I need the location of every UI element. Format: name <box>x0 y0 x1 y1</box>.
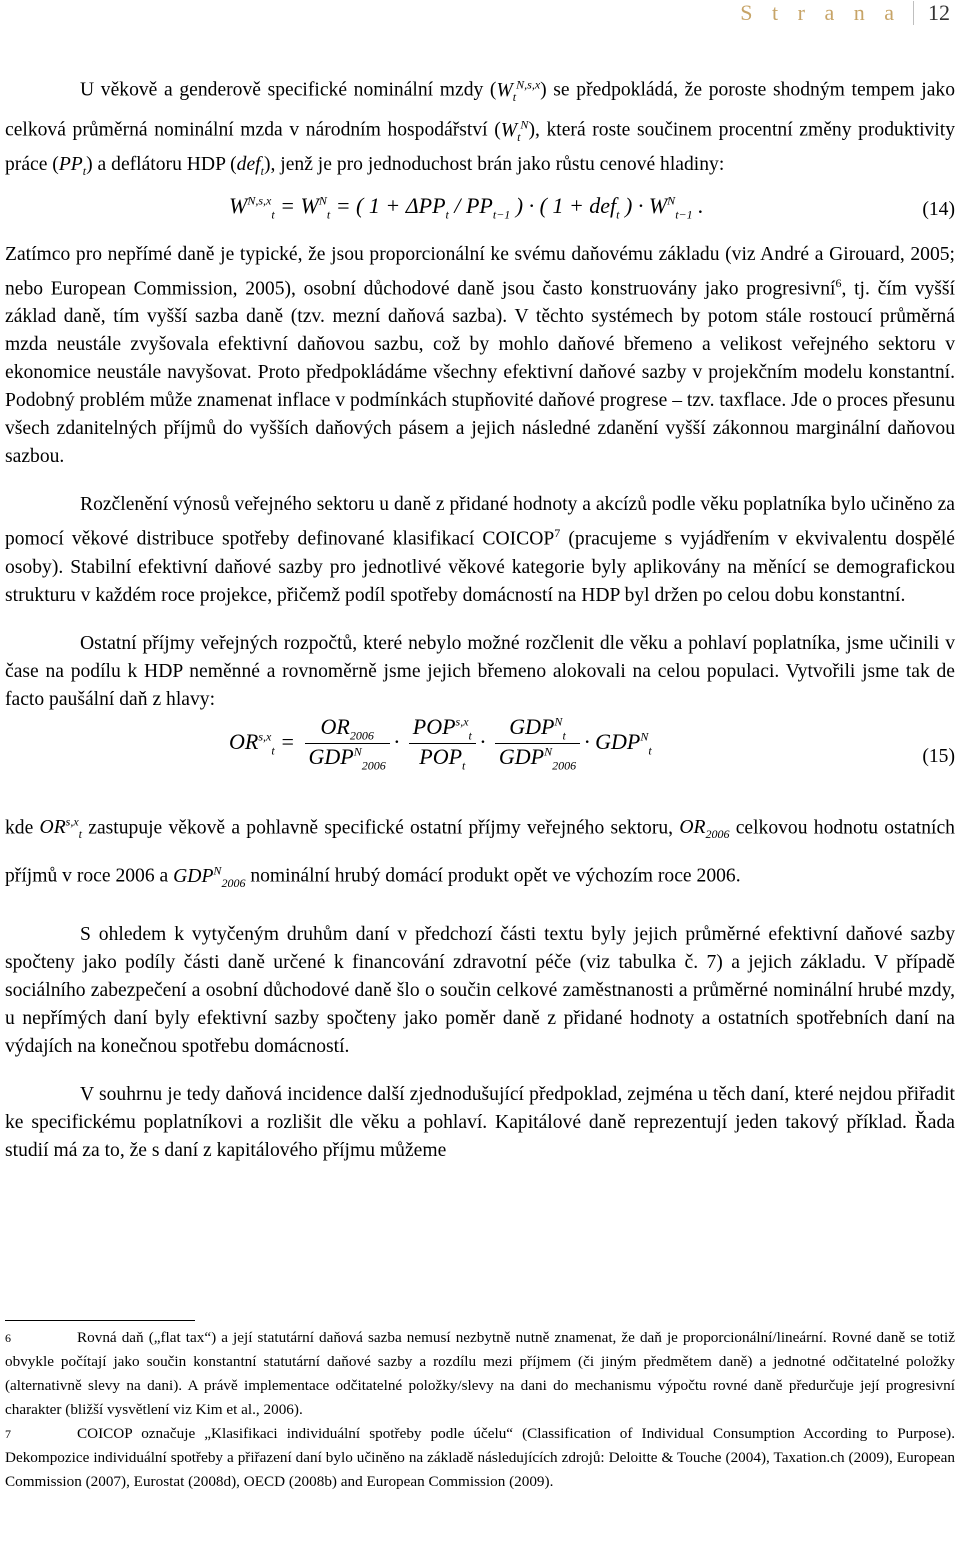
paragraph-incidence: V souhrnu je tedy daňová incidence další zjednodušující předpoklad, zejména u těch daní, které nejdou přiřadit ke specifickému poplatníkovi a rozlišit dle věku a pohlaví. Kapitálové daně reprezentují jeden takový příklad. Řada studií má za to, že s daní z kapitálového příjmu můžeme <box>5 1083 955 1161</box>
symbol-or-2006: $OR_{2006}$ <box>679 817 730 842</box>
footnotes <box>5 1326 955 1494</box>
footnote-separator <box>5 1320 195 1321</box>
para5-text-c: celkovou hodnotu ostatních příjmů v roce 2006 a <box>5 817 955 887</box>
para1-text-d: ) a deflátoru HDP ( <box>86 153 237 175</box>
para3-text-a: Rozčlenění výnosů veřejného sektoru u daně z přidané hodnoty a akcízů podle věku poplatníka bylo učiněno za pomocí věkové distribuce spotřeby definované klasifikací COICOP <box>5 494 955 550</box>
paragraph-effective-rates: S ohledem k vytyčeným druhům daní v předchozí části textu byly jejich průměrné efektivní daňové sazby spočteny jako podíly části daně určené k financování zdravotní péče (viz tabulka č. 7) a jejich základu. V případě sociálního zabezpečení a osobní důchodové daně šlo o součin celkové zaměstnanosti a průměrné nominální hrubé mzdy, u nepřímých daní byly efektivní sazby spočteny jako poměr daně z přidané hodnoty a ostatních spotřebních daní na výdajích na konečnou spotřebu domácností. <box>5 923 955 1057</box>
para5-text-b: zastupuje věkově a pohlavně specifické ostatní příjmy veřejného sektoru, <box>82 817 680 839</box>
paragraph-other-revenues: Ostatní příjmy veřejných rozpočtů, které nebylo možné rozčlenit dle věku a pohlaví poplatníka, jsme učinili v čase na podílu k HDP neměnné a rovnoměrně jsme jejich břemeno alokovali na celou populaci. Vytvořili jsme tak de facto paušální daň z hlavy: <box>5 632 955 710</box>
symbol-productivity: $PP_t$ <box>58 153 87 178</box>
paragraph-where <box>5 804 955 901</box>
equation-15 <box>5 714 955 804</box>
para1-text-c: ), která roste součinem procentní změny produktivity práce ( <box>5 119 955 175</box>
para2-text-a: Zatímco pro nepřímé daně je typické, že jsou proporcionální ke svému daňovému základu (viz André a Girouard, 2005; nebo European Commission, 2005), osobní důchodové daně jsou často konstruovány jako progresivní <box>5 243 955 300</box>
fraction-pop: $\frac{POP^{s,x}_t}{POP_t}$ <box>409 714 476 774</box>
para1-text-b: ) se předpokládá, že poroste shodným tempem jako celková průměrná nominální mzda v národním hospodářství ( <box>5 79 955 141</box>
page-header-word: S t r a n a <box>740 0 901 25</box>
equation-15-formula: OR$^{s,x}_t$ = $\frac{OR_{2006}}{GDP^N_{2006}}$ · $\frac{POP^{s,x}_t}{POP_t}$ · $\frac{GDP^N_t}{GDP^N_{2006}}$ · $GDP^N_t$ <box>229 713 652 773</box>
footnote-text: Rovná daň („flat tax“) a její statutární daňová sazba nemusí nezbytně nutně znamenat, že daň je proporcionální/lineární. Rovné daně se totiž obvykle počítají jako součin konstantní statutární daňové sazby a rozdílu mezi příjmem (či jiným předmětem daně) a jednotné odčitatelné položky (alternativně slevy na dani). A právě implementace odčitatelné položky/slevy na dani do mechanismu výpočtu rovné daně předurčuje její progresivní charakter (bližší vysvětlení viz Kim et al., 2006). <box>5 1329 955 1418</box>
para1-text-e: ), jenž je pro jednoduchost brán jako růstu cenové hladiny: <box>263 153 725 175</box>
page-number: 12 <box>913 1 960 25</box>
fraction-gdp-growth: $\frac{GDP^N_t}{GDP^N_{2006}}$ <box>495 714 580 774</box>
fraction-or-gdp: $\frac{OR_{2006}}{GDP^N_{2006}}$ <box>305 714 390 774</box>
equation-14-formula: $W^{N,s,x}_t = W^N_t$ = ( $1 + \Delta PP_t / PP_{t-1}$ ) · ( 1 + def$_t$ ) · $W^N_{t-1}$ . <box>229 192 704 222</box>
para3-text-b: (pracujeme s vyjádřením v ekvivalentu dospělé osoby). Stabilní efektivní daňové sazby pro jednotlivé věkové kategorie byly aplikovány na měnící se demografickou strukturu v každém roce projekce, přičemž podíl spotřeby domácností na HDP byl držen po celou dobu konstantní. <box>5 528 956 606</box>
symbol-or-sx: OR$^{s,x}_t$ <box>39 814 83 842</box>
para1-text-a: U věkově a genderově specifické nominální mzdy ( <box>80 79 497 101</box>
paragraph-tax-progression <box>5 241 955 472</box>
paragraph-vat-breakdown <box>5 491 955 610</box>
footnote-7 <box>5 1422 955 1494</box>
paragraph-wage-growth <box>5 70 955 185</box>
equation-15-number: (15) <box>922 745 955 767</box>
page-header <box>740 0 960 26</box>
symbol-gdp-2006: $GDP^N_{2006}$ <box>173 863 246 890</box>
symbol-wage-nsx: $W_t^{N,s,x}$ <box>496 77 541 104</box>
footnote-ref-7[interactable]: 7 <box>554 526 561 541</box>
footnote-text: COICOP označuje „Klasifikaci individuální spotřeby podle účelu“ (Classification of Individual Consumption According to Purpose). Dekompozice individuální spotřeby a přiřazení daní bylo učiněno na základě následujících zdrojů: Deloitte & Touche (2004), Taxation.ch (2009), European Commission (2007), Eurostat (2008d), OECD (2008b) and European Commission (2009). <box>5 1425 955 1490</box>
equation-14 <box>5 185 955 241</box>
footnote-6 <box>5 1326 955 1422</box>
document-body <box>5 70 955 1165</box>
symbol-wage-n: $W_t^N$ <box>500 117 529 144</box>
footnote-mark: 6 <box>5 1331 11 1345</box>
symbol-deflator: def$_t$ <box>236 153 264 178</box>
para5-text-d: nominální hrubý domácí produkt opět ve výchozím roce 2006. <box>245 865 741 887</box>
equation-14-number: (14) <box>922 198 955 220</box>
para2-text-b: , tj. čím vyšší základ daně, tím vyšší sazba daně (tzv. mezní daňová sazba). V těchto systémech by potom stále rostoucí průměrná mzda neustále zvyšovala efektivní daňovou sazbu, což by mohlo daňové břemeno a velikost veřejného sektoru v ekonomice neustále navyšovat. Proto předpokládáme všechny efektivní daňové sazby v projekčním modelu konstantní. Podobný problém může znamenat inflace v podmínkách stupňovité daňové progrese – tzv. taxflace. Jde o proces přesunu všech zdanitelných příjmů do vyšších daňových pásem a jejich následné zdanění vyšší zákonnou marginální daňovou sazbou. <box>5 278 955 468</box>
footnote-ref-6[interactable]: 6 <box>835 275 842 290</box>
footnote-mark: 7 <box>5 1427 11 1441</box>
para5-text-a: kde <box>5 817 40 839</box>
